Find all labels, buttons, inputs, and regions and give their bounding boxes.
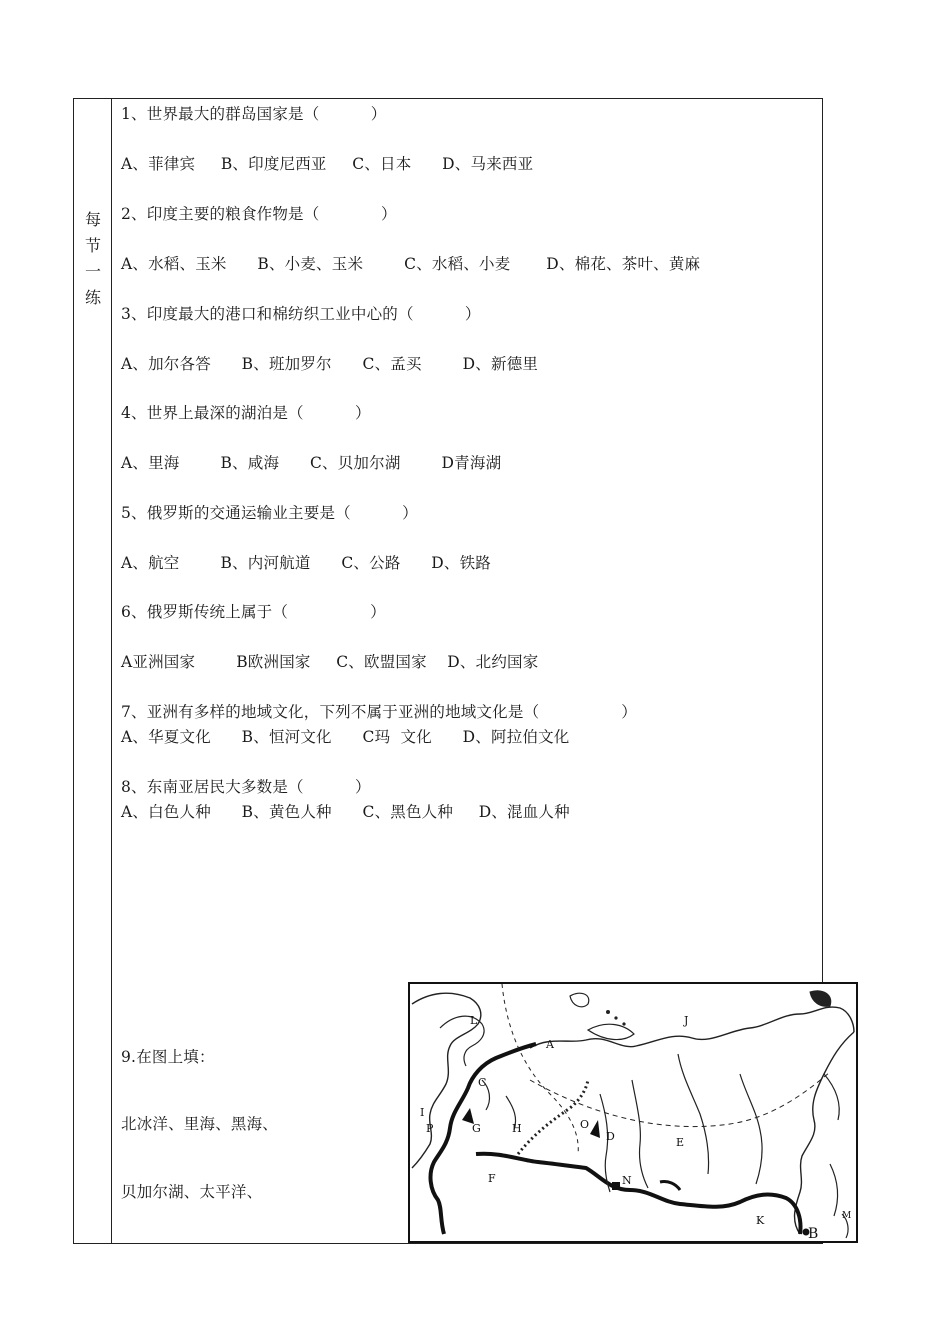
sidebar-char: 练 xyxy=(84,288,101,307)
question-6: 6、俄罗斯传统上属于（ ） xyxy=(121,603,386,621)
map-label-P: P xyxy=(426,1122,434,1135)
map-drawing xyxy=(410,984,856,1241)
options-7: A、华夏文化 B、恒河文化 C玛 文化 D、阿拉伯文化 xyxy=(121,728,570,746)
question-8: 8、东南亚居民大多数是（ ） xyxy=(121,778,371,796)
question-1: 1、世界最大的群岛国家是（ ） xyxy=(121,105,387,123)
map-label-N: N xyxy=(622,1174,632,1187)
options-3: A、加尔各答 B、班加罗尔 C、孟买 D、新德里 xyxy=(121,355,539,373)
sidebar-cell xyxy=(74,99,112,1243)
question-9-title: 9.在图上填： xyxy=(121,1048,215,1066)
sidebar-char: 一 xyxy=(84,262,101,281)
map-label-M: M xyxy=(842,1211,852,1221)
exercise-table xyxy=(73,98,852,1244)
map-label-O: O xyxy=(580,1118,590,1131)
map-label-E: E xyxy=(676,1136,685,1149)
options-2: A、水稻、玉米 B、小麦、玉米 C、水稻、小麦 D、棉花、茶叶、黄麻 xyxy=(121,255,701,273)
questions-cell xyxy=(112,99,852,1243)
map-label-H: H xyxy=(512,1122,522,1135)
russia-map xyxy=(408,982,858,1243)
map-label-D: D xyxy=(606,1130,615,1143)
question-7: 7、亚洲有多样的地域文化，下列不属于亚洲的地域文化是（ ） xyxy=(121,703,637,721)
options-5: A、航空 B、内河航道 C、公路 D、铁路 xyxy=(121,554,492,572)
map-label-F: F xyxy=(488,1172,496,1185)
map-label-B: B xyxy=(808,1226,819,1241)
question-4: 4、世界上最深的湖泊是（ ） xyxy=(121,404,371,422)
map-label-K: K xyxy=(756,1214,765,1227)
question-3: 3、印度最大的港口和棉纺织工业中心的（ ） xyxy=(121,305,481,323)
question-9-line2: 贝加尔湖、太平洋、 xyxy=(121,1183,263,1201)
map-label-J: J xyxy=(684,1014,689,1027)
map-label-I: I xyxy=(420,1106,425,1119)
options-4: A、里海 B、咸海 C、贝加尔湖 D青海湖 xyxy=(121,454,502,472)
options-1: A、菲律宾 B、印度尼西亚 C、日本 D、马来西亚 xyxy=(121,155,534,173)
options-8: A、白色人种 B、黄色人种 C、黑色人种 D、混血人种 xyxy=(121,803,570,821)
question-5: 5、俄罗斯的交通运输业主要是（ ） xyxy=(121,504,418,522)
question-9-line1: 北冰洋、里海、黑海、 xyxy=(121,1115,279,1133)
question-2: 2、印度主要的粮食作物是（ ） xyxy=(121,205,397,223)
sidebar-char: 每 xyxy=(84,210,101,229)
map-label-L: L xyxy=(470,1014,478,1027)
map-label-A: A xyxy=(546,1038,554,1051)
map-label-G: G xyxy=(472,1122,481,1135)
sidebar-char: 节 xyxy=(84,236,101,255)
map-label-C: C xyxy=(478,1076,487,1089)
options-6: A亚洲国家 B欧洲国家 C、欧盟国家 D、北约国家 xyxy=(121,653,539,671)
